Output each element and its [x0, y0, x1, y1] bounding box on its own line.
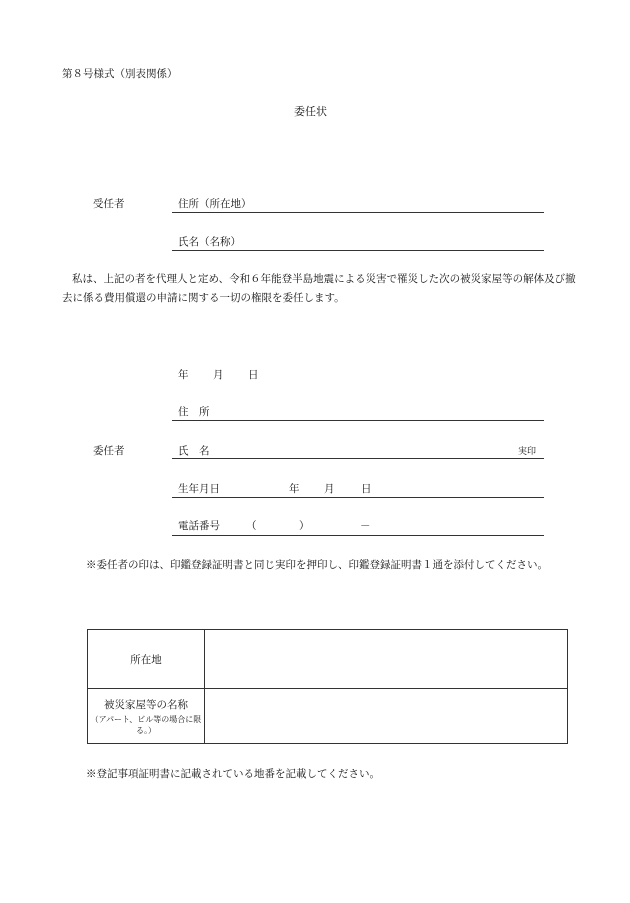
seal-label: 実印 [518, 447, 537, 457]
delegation-statement: 私は、上記の者を代理人と定め、令和６年能登半島地震による災害で罹災した次の被災家屋等の解体及び撤去に係る費用償還の申請に関する一切の権限を委任します。 [62, 273, 576, 304]
building-row [88, 689, 568, 744]
phone-close-paren: ） [299, 520, 310, 532]
building-label: 被災家屋等の名称 [104, 698, 188, 711]
form-number: 第８号様式（別表関係） [62, 68, 178, 80]
registry-note: ※登記事項証明書に記載されている地番を記載してください。 [86, 768, 380, 780]
delegator-address-field[interactable] [172, 420, 544, 421]
delegate-label: 受任者 [93, 198, 125, 210]
location-row [88, 630, 568, 689]
birthdate-label: 生年月日 [178, 483, 220, 495]
phone-label: 電話番号 [178, 520, 220, 532]
birthdate-field[interactable] [172, 497, 544, 498]
property-table [87, 629, 568, 744]
delegator-label: 委任者 [93, 445, 125, 457]
phone-dash: － [360, 520, 371, 532]
delegator-name-field[interactable] [172, 458, 544, 459]
date-month-label: 月 [213, 369, 224, 381]
location-label: 所在地 [130, 653, 162, 666]
delegate-name-label: 氏名（名称） [178, 236, 241, 248]
document-title: 委任状 [294, 105, 327, 118]
delegate-address-field[interactable] [172, 212, 544, 213]
delegate-name-field[interactable] [172, 250, 544, 251]
birth-year-label: 年 [289, 483, 300, 495]
delegator-address-label: 住 所 [178, 406, 210, 418]
building-label-cell [88, 689, 205, 744]
date-year-label: 年 [178, 369, 189, 381]
delegate-address-label: 住所（所在地） [178, 198, 252, 210]
birth-day-label: 日 [361, 483, 372, 495]
building-value-cell[interactable] [205, 689, 568, 744]
delegator-name-label: 氏 名 [178, 445, 210, 457]
date-day-label: 日 [248, 369, 259, 381]
seal-note: ※委任者の印は、印鑑登録証明書と同じ実印を押印し、印鑑登録証明書１通を添付してください。 [86, 559, 548, 571]
phone-open-paren: （ [246, 520, 257, 532]
location-value-cell[interactable] [205, 630, 568, 689]
phone-field[interactable] [172, 535, 544, 536]
birth-month-label: 月 [324, 483, 335, 495]
building-sublabel: （アパート、ビル等の場合に限る。） [90, 714, 202, 735]
location-label-cell [88, 630, 205, 689]
